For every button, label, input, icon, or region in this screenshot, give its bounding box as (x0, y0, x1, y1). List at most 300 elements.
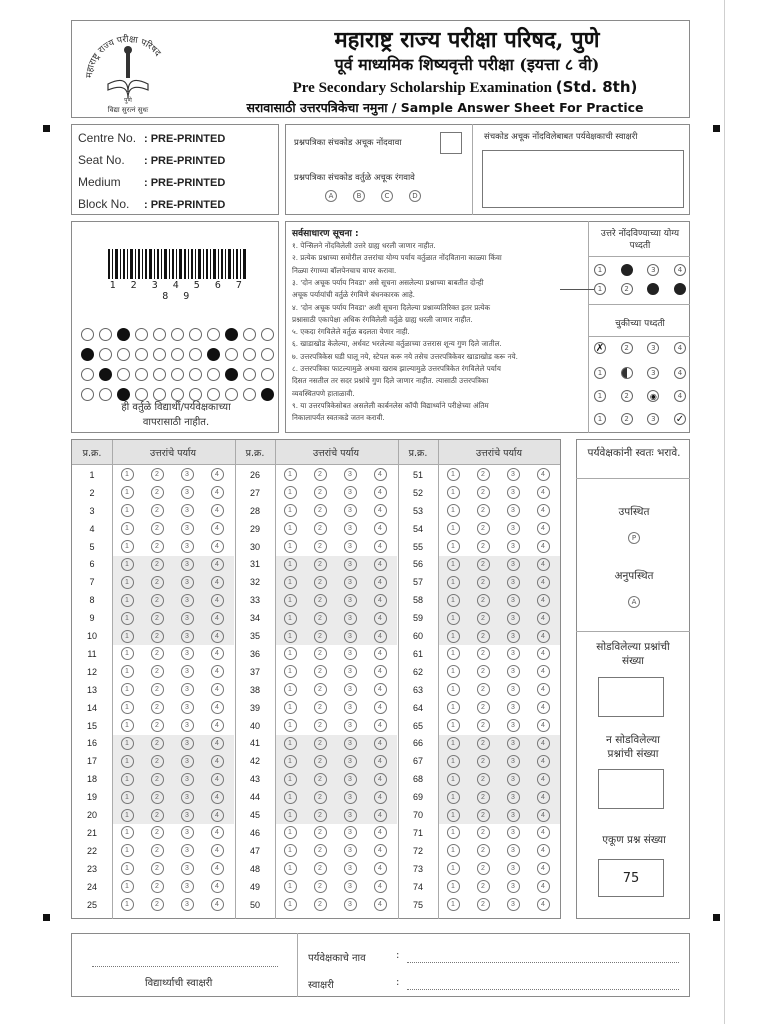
answer-bubble[interactable]: 3 (181, 755, 194, 768)
answer-bubble[interactable]: 4 (374, 612, 387, 625)
answer-bubble[interactable]: 1 (121, 647, 134, 660)
absent-bubble[interactable]: A (628, 596, 640, 608)
answer-bubble[interactable]: 2 (314, 719, 327, 732)
answer-bubble[interactable]: 3 (181, 898, 194, 911)
supervisor-name-line[interactable] (407, 962, 679, 963)
answer-bubble[interactable]: 3 (344, 522, 357, 535)
answer-bubble[interactable]: 4 (374, 809, 387, 822)
answer-bubble[interactable]: 4 (374, 719, 387, 732)
answer-bubble[interactable]: 4 (537, 522, 550, 535)
answer-bubble[interactable]: 3 (344, 468, 357, 481)
answer-bubble[interactable]: 2 (314, 665, 327, 678)
answer-bubble[interactable]: 3 (181, 791, 194, 804)
answer-bubble[interactable]: 3 (507, 683, 520, 696)
answer-bubble[interactable]: 3 (507, 737, 520, 750)
answer-bubble[interactable]: 3 (181, 522, 194, 535)
present-bubble[interactable]: P (628, 532, 640, 544)
answer-bubble[interactable]: 3 (344, 773, 357, 786)
answer-bubble[interactable]: 1 (121, 737, 134, 750)
answer-bubble[interactable]: 4 (537, 665, 550, 678)
answer-bubble[interactable]: 4 (211, 880, 224, 893)
answer-bubble[interactable]: 3 (181, 540, 194, 553)
answer-bubble[interactable]: 4 (211, 504, 224, 517)
answer-bubble[interactable]: 4 (537, 701, 550, 714)
answer-bubble[interactable]: 2 (151, 701, 164, 714)
answer-bubble[interactable]: 3 (181, 612, 194, 625)
answer-bubble[interactable]: 1 (121, 594, 134, 607)
answer-bubble[interactable]: 1 (121, 630, 134, 643)
answer-bubble[interactable]: 2 (314, 540, 327, 553)
answer-bubble[interactable]: 3 (181, 880, 194, 893)
answer-bubble[interactable]: 1 (284, 826, 297, 839)
answer-bubble[interactable]: 3 (181, 862, 194, 875)
answer-bubble[interactable]: 1 (284, 809, 297, 822)
answer-bubble[interactable]: 3 (344, 540, 357, 553)
answer-bubble[interactable]: 3 (507, 809, 520, 822)
answer-bubble[interactable]: 3 (507, 755, 520, 768)
answer-bubble[interactable]: 3 (181, 665, 194, 678)
answer-bubble[interactable]: 2 (477, 594, 490, 607)
answer-bubble[interactable]: 3 (344, 701, 357, 714)
answer-bubble[interactable]: 4 (374, 558, 387, 571)
answer-bubble[interactable]: 2 (151, 576, 164, 589)
answer-bubble[interactable]: 4 (537, 647, 550, 660)
answer-bubble[interactable]: 3 (181, 773, 194, 786)
answer-bubble[interactable]: 4 (374, 826, 387, 839)
answer-bubble[interactable]: 1 (121, 522, 134, 535)
answer-bubble[interactable]: 4 (374, 898, 387, 911)
answer-bubble[interactable]: 1 (447, 594, 460, 607)
answer-bubble[interactable]: 2 (151, 880, 164, 893)
code-entry-box[interactable] (440, 132, 462, 154)
answer-bubble[interactable]: 3 (344, 647, 357, 660)
answer-bubble[interactable]: 3 (344, 844, 357, 857)
answer-bubble[interactable]: 2 (477, 683, 490, 696)
answer-bubble[interactable]: 4 (537, 468, 550, 481)
answer-bubble[interactable]: 3 (507, 540, 520, 553)
answer-bubble[interactable]: 4 (374, 522, 387, 535)
answer-bubble[interactable]: 1 (121, 844, 134, 857)
answer-bubble[interactable]: 1 (284, 737, 297, 750)
answer-bubble[interactable]: 1 (284, 898, 297, 911)
answer-bubble[interactable]: 4 (374, 468, 387, 481)
answer-bubble[interactable]: 4 (374, 630, 387, 643)
answer-bubble[interactable]: 3 (181, 630, 194, 643)
answer-bubble[interactable]: 3 (181, 504, 194, 517)
answer-bubble[interactable]: 1 (284, 504, 297, 517)
answer-bubble[interactable]: 1 (284, 844, 297, 857)
code-option-d[interactable]: D (409, 190, 421, 202)
answer-bubble[interactable]: 3 (181, 576, 194, 589)
answer-bubble[interactable]: 2 (477, 791, 490, 804)
answer-bubble[interactable]: 4 (211, 486, 224, 499)
answer-bubble[interactable]: 4 (374, 665, 387, 678)
answer-bubble[interactable]: 2 (314, 468, 327, 481)
answer-bubble[interactable]: 4 (537, 594, 550, 607)
answer-bubble[interactable]: 4 (211, 630, 224, 643)
answer-bubble[interactable]: 4 (537, 826, 550, 839)
answer-bubble[interactable]: 2 (314, 486, 327, 499)
answer-bubble[interactable]: 2 (477, 576, 490, 589)
answer-bubble[interactable]: 3 (344, 630, 357, 643)
answer-bubble[interactable]: 3 (507, 504, 520, 517)
answer-bubble[interactable]: 4 (374, 486, 387, 499)
answer-bubble[interactable]: 4 (211, 522, 224, 535)
answer-bubble[interactable]: 3 (344, 594, 357, 607)
answer-bubble[interactable]: 2 (477, 540, 490, 553)
answer-bubble[interactable]: 3 (507, 486, 520, 499)
answer-bubble[interactable]: 2 (314, 594, 327, 607)
answer-bubble[interactable]: 2 (151, 558, 164, 571)
answer-bubble[interactable]: 2 (314, 630, 327, 643)
answer-bubble[interactable]: 4 (374, 683, 387, 696)
answer-bubble[interactable]: 1 (447, 540, 460, 553)
answer-bubble[interactable]: 1 (447, 701, 460, 714)
answer-bubble[interactable]: 2 (151, 844, 164, 857)
answer-bubble[interactable]: 2 (151, 773, 164, 786)
answer-bubble[interactable]: 1 (447, 755, 460, 768)
answer-bubble[interactable]: 3 (344, 665, 357, 678)
answer-bubble[interactable]: 4 (211, 898, 224, 911)
answer-bubble[interactable]: 1 (284, 880, 297, 893)
answer-bubble[interactable]: 3 (507, 522, 520, 535)
answer-bubble[interactable]: 3 (344, 880, 357, 893)
answer-bubble[interactable]: 1 (447, 809, 460, 822)
answer-bubble[interactable]: 3 (181, 844, 194, 857)
solved-count-box[interactable] (598, 677, 664, 717)
answer-bubble[interactable]: 4 (211, 791, 224, 804)
answer-bubble[interactable]: 1 (284, 862, 297, 875)
answer-bubble[interactable]: 4 (537, 755, 550, 768)
answer-bubble[interactable]: 4 (537, 773, 550, 786)
answer-bubble[interactable]: 1 (284, 558, 297, 571)
answer-bubble[interactable]: 3 (181, 809, 194, 822)
answer-bubble[interactable]: 3 (507, 576, 520, 589)
answer-bubble[interactable]: 2 (477, 504, 490, 517)
answer-bubble[interactable]: 1 (447, 862, 460, 875)
answer-bubble[interactable]: 4 (211, 468, 224, 481)
answer-bubble[interactable]: 2 (314, 898, 327, 911)
answer-bubble[interactable]: 1 (121, 826, 134, 839)
answer-bubble[interactable]: 3 (181, 701, 194, 714)
answer-bubble[interactable]: 2 (314, 701, 327, 714)
answer-bubble[interactable]: 3 (507, 612, 520, 625)
answer-bubble[interactable]: 2 (477, 522, 490, 535)
answer-bubble[interactable]: 1 (121, 683, 134, 696)
answer-bubble[interactable]: 3 (181, 486, 194, 499)
answer-bubble[interactable]: 2 (314, 809, 327, 822)
answer-bubble[interactable]: 4 (211, 737, 224, 750)
unsolved-count-box[interactable] (598, 769, 664, 809)
answer-bubble[interactable]: 1 (447, 826, 460, 839)
answer-bubble[interactable]: 1 (121, 791, 134, 804)
answer-bubble[interactable]: 4 (211, 826, 224, 839)
answer-bubble[interactable]: 3 (507, 558, 520, 571)
answer-bubble[interactable]: 2 (314, 880, 327, 893)
answer-bubble[interactable]: 4 (374, 755, 387, 768)
answer-bubble[interactable]: 3 (507, 898, 520, 911)
answer-bubble[interactable]: 1 (284, 522, 297, 535)
answer-bubble[interactable]: 4 (374, 844, 387, 857)
answer-bubble[interactable]: 2 (314, 862, 327, 875)
answer-bubble[interactable]: 2 (151, 504, 164, 517)
answer-bubble[interactable]: 4 (211, 701, 224, 714)
answer-bubble[interactable]: 1 (447, 665, 460, 678)
answer-bubble[interactable]: 1 (447, 737, 460, 750)
answer-bubble[interactable]: 4 (537, 683, 550, 696)
answer-bubble[interactable]: 1 (284, 486, 297, 499)
answer-bubble[interactable]: 2 (314, 558, 327, 571)
answer-bubble[interactable]: 1 (447, 612, 460, 625)
answer-bubble[interactable]: 2 (477, 558, 490, 571)
answer-bubble[interactable]: 1 (284, 719, 297, 732)
answer-bubble[interactable]: 2 (151, 468, 164, 481)
answer-bubble[interactable]: 2 (151, 540, 164, 553)
answer-bubble[interactable]: 3 (507, 701, 520, 714)
answer-bubble[interactable]: 3 (344, 612, 357, 625)
answer-bubble[interactable]: 3 (344, 737, 357, 750)
answer-bubble[interactable]: 1 (121, 558, 134, 571)
code-option-c[interactable]: C (381, 190, 393, 202)
answer-bubble[interactable]: 4 (211, 862, 224, 875)
answer-bubble[interactable]: 4 (211, 755, 224, 768)
answer-bubble[interactable]: 1 (284, 468, 297, 481)
answer-bubble[interactable]: 2 (151, 647, 164, 660)
answer-bubble[interactable]: 1 (447, 522, 460, 535)
answer-bubble[interactable]: 1 (121, 504, 134, 517)
answer-bubble[interactable]: 3 (181, 468, 194, 481)
answer-bubble[interactable]: 2 (477, 826, 490, 839)
answer-bubble[interactable]: 1 (284, 594, 297, 607)
answer-bubble[interactable]: 4 (537, 630, 550, 643)
answer-bubble[interactable]: 2 (314, 791, 327, 804)
answer-bubble[interactable]: 3 (344, 755, 357, 768)
answer-bubble[interactable]: 3 (181, 719, 194, 732)
answer-bubble[interactable]: 1 (284, 665, 297, 678)
answer-bubble[interactable]: 4 (537, 504, 550, 517)
answer-bubble[interactable]: 1 (284, 773, 297, 786)
answer-bubble[interactable]: 2 (151, 486, 164, 499)
answer-bubble[interactable]: 3 (344, 504, 357, 517)
answer-bubble[interactable]: 4 (211, 683, 224, 696)
answer-bubble[interactable]: 1 (121, 898, 134, 911)
answer-bubble[interactable]: 1 (284, 701, 297, 714)
answer-bubble[interactable]: 4 (211, 647, 224, 660)
answer-bubble[interactable]: 2 (314, 844, 327, 857)
answer-bubble[interactable]: 3 (344, 683, 357, 696)
answer-bubble[interactable]: 4 (211, 719, 224, 732)
answer-bubble[interactable]: 1 (447, 576, 460, 589)
answer-bubble[interactable]: 1 (284, 612, 297, 625)
answer-bubble[interactable]: 2 (151, 522, 164, 535)
answer-bubble[interactable]: 4 (211, 809, 224, 822)
answer-bubble[interactable]: 2 (151, 683, 164, 696)
answer-bubble[interactable]: 3 (507, 647, 520, 660)
answer-bubble[interactable]: 2 (151, 737, 164, 750)
answer-bubble[interactable]: 1 (121, 665, 134, 678)
answer-bubble[interactable]: 1 (121, 880, 134, 893)
answer-bubble[interactable]: 1 (121, 468, 134, 481)
answer-bubble[interactable]: 4 (374, 701, 387, 714)
answer-bubble[interactable]: 3 (507, 630, 520, 643)
answer-bubble[interactable]: 2 (314, 647, 327, 660)
answer-bubble[interactable]: 4 (537, 880, 550, 893)
answer-bubble[interactable]: 2 (314, 755, 327, 768)
answer-bubble[interactable]: 3 (507, 844, 520, 857)
answer-bubble[interactable]: 2 (314, 773, 327, 786)
answer-bubble[interactable]: 4 (374, 576, 387, 589)
answer-bubble[interactable]: 2 (477, 755, 490, 768)
answer-bubble[interactable]: 4 (374, 862, 387, 875)
answer-bubble[interactable]: 1 (284, 630, 297, 643)
answer-bubble[interactable]: 4 (537, 809, 550, 822)
answer-bubble[interactable]: 4 (374, 540, 387, 553)
answer-bubble[interactable]: 2 (314, 737, 327, 750)
code-option-b[interactable]: B (353, 190, 365, 202)
answer-bubble[interactable]: 3 (181, 737, 194, 750)
answer-bubble[interactable]: 4 (211, 773, 224, 786)
answer-bubble[interactable]: 4 (374, 880, 387, 893)
answer-bubble[interactable]: 3 (181, 594, 194, 607)
answer-bubble[interactable]: 3 (344, 898, 357, 911)
answer-bubble[interactable]: 2 (477, 665, 490, 678)
answer-bubble[interactable]: 3 (181, 683, 194, 696)
answer-bubble[interactable]: 4 (374, 773, 387, 786)
answer-bubble[interactable]: 1 (121, 612, 134, 625)
answer-bubble[interactable]: 3 (507, 665, 520, 678)
answer-bubble[interactable]: 3 (507, 791, 520, 804)
answer-bubble[interactable]: 1 (121, 486, 134, 499)
answer-bubble[interactable]: 1 (121, 773, 134, 786)
answer-bubble[interactable]: 4 (537, 540, 550, 553)
answer-bubble[interactable]: 1 (284, 647, 297, 660)
answer-bubble[interactable]: 1 (121, 540, 134, 553)
answer-bubble[interactable]: 3 (507, 468, 520, 481)
answer-bubble[interactable]: 3 (507, 880, 520, 893)
answer-bubble[interactable]: 2 (477, 809, 490, 822)
answer-bubble[interactable]: 2 (314, 576, 327, 589)
answer-bubble[interactable]: 2 (477, 486, 490, 499)
answer-bubble[interactable]: 1 (121, 701, 134, 714)
answer-bubble[interactable]: 4 (211, 576, 224, 589)
answer-bubble[interactable]: 2 (477, 880, 490, 893)
answer-bubble[interactable]: 3 (181, 647, 194, 660)
answer-bubble[interactable]: 2 (477, 862, 490, 875)
answer-bubble[interactable]: 4 (211, 594, 224, 607)
answer-bubble[interactable]: 1 (447, 880, 460, 893)
answer-bubble[interactable]: 3 (507, 594, 520, 607)
answer-bubble[interactable]: 4 (211, 844, 224, 857)
answer-bubble[interactable]: 1 (284, 540, 297, 553)
answer-bubble[interactable]: 2 (151, 862, 164, 875)
answer-bubble[interactable]: 4 (537, 719, 550, 732)
answer-bubble[interactable]: 1 (447, 791, 460, 804)
answer-bubble[interactable]: 4 (537, 862, 550, 875)
answer-bubble[interactable]: 4 (537, 558, 550, 571)
answer-bubble[interactable]: 2 (477, 737, 490, 750)
answer-bubble[interactable]: 2 (477, 719, 490, 732)
answer-bubble[interactable]: 2 (314, 522, 327, 535)
answer-bubble[interactable]: 2 (151, 826, 164, 839)
answer-bubble[interactable]: 3 (507, 862, 520, 875)
answer-bubble[interactable]: 3 (344, 862, 357, 875)
code-option-a[interactable]: A (325, 190, 337, 202)
answer-bubble[interactable]: 1 (447, 683, 460, 696)
answer-bubble[interactable]: 3 (181, 826, 194, 839)
answer-bubble[interactable]: 1 (447, 719, 460, 732)
answer-bubble[interactable]: 2 (477, 647, 490, 660)
answer-bubble[interactable]: 1 (284, 791, 297, 804)
answer-bubble[interactable]: 2 (151, 594, 164, 607)
answer-bubble[interactable]: 1 (121, 719, 134, 732)
answer-bubble[interactable]: 1 (121, 862, 134, 875)
answer-bubble[interactable]: 3 (344, 558, 357, 571)
answer-bubble[interactable]: 3 (507, 826, 520, 839)
answer-bubble[interactable]: 4 (211, 558, 224, 571)
answer-bubble[interactable]: 1 (121, 576, 134, 589)
answer-bubble[interactable]: 2 (477, 844, 490, 857)
answer-bubble[interactable]: 4 (374, 791, 387, 804)
answer-bubble[interactable]: 3 (344, 719, 357, 732)
answer-bubble[interactable]: 1 (447, 486, 460, 499)
student-sign-line[interactable] (92, 966, 278, 967)
answer-bubble[interactable]: 2 (477, 468, 490, 481)
answer-bubble[interactable]: 4 (211, 665, 224, 678)
answer-bubble[interactable]: 1 (447, 468, 460, 481)
answer-bubble[interactable]: 3 (344, 486, 357, 499)
answer-bubble[interactable]: 4 (374, 594, 387, 607)
answer-bubble[interactable]: 4 (537, 612, 550, 625)
answer-bubble[interactable]: 2 (314, 504, 327, 517)
answer-bubble[interactable]: 2 (151, 791, 164, 804)
answer-bubble[interactable]: 4 (374, 647, 387, 660)
answer-bubble[interactable]: 1 (121, 809, 134, 822)
answer-bubble[interactable]: 1 (284, 683, 297, 696)
answer-bubble[interactable]: 2 (314, 683, 327, 696)
answer-bubble[interactable]: 2 (151, 898, 164, 911)
answer-bubble[interactable]: 2 (477, 773, 490, 786)
answer-bubble[interactable]: 1 (284, 576, 297, 589)
answer-bubble[interactable]: 4 (537, 486, 550, 499)
answer-bubble[interactable]: 3 (344, 576, 357, 589)
answer-bubble[interactable]: 4 (537, 791, 550, 804)
answer-bubble[interactable]: 1 (447, 844, 460, 857)
answer-bubble[interactable]: 3 (344, 826, 357, 839)
answer-bubble[interactable]: 2 (151, 719, 164, 732)
answer-bubble[interactable]: 2 (151, 612, 164, 625)
answer-bubble[interactable]: 4 (537, 737, 550, 750)
answer-bubble[interactable]: 3 (344, 791, 357, 804)
answer-bubble[interactable]: 4 (374, 737, 387, 750)
answer-bubble[interactable]: 1 (447, 773, 460, 786)
answer-bubble[interactable]: 1 (284, 755, 297, 768)
answer-bubble[interactable]: 2 (151, 665, 164, 678)
answer-bubble[interactable]: 4 (537, 576, 550, 589)
answer-bubble[interactable]: 1 (447, 558, 460, 571)
answer-bubble[interactable]: 2 (477, 898, 490, 911)
answer-bubble[interactable]: 2 (477, 630, 490, 643)
answer-bubble[interactable]: 2 (151, 755, 164, 768)
answer-bubble[interactable]: 3 (181, 558, 194, 571)
answer-bubble[interactable]: 2 (314, 826, 327, 839)
answer-bubble[interactable]: 1 (447, 630, 460, 643)
answer-bubble[interactable]: 4 (211, 612, 224, 625)
answer-bubble[interactable]: 1 (121, 755, 134, 768)
answer-bubble[interactable]: 2 (151, 630, 164, 643)
answer-bubble[interactable]: 4 (374, 504, 387, 517)
supervisor-sign-box[interactable] (482, 150, 684, 208)
answer-bubble[interactable]: 3 (507, 773, 520, 786)
